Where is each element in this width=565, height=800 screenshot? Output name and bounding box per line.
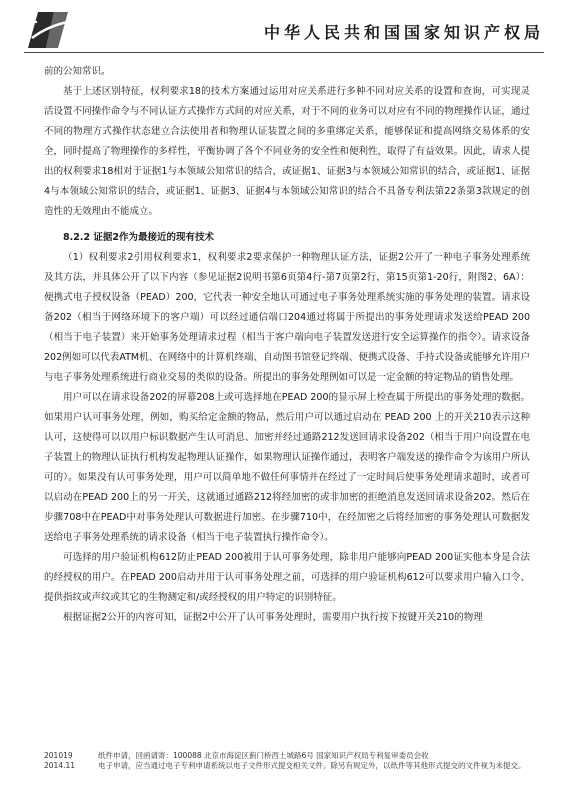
mailing-instruction: 纸件申请，回函请寄：100088 北京市海淀区蓟门桥西土城路6号 国家知识产权局专利复审委员会收 xyxy=(98,751,429,760)
paragraph: 可选择的用户验证机构612防止PEAD 200被用于认可事务处理，除非用户能够向PEAD 200证实他本身是合法的经授权的用户。在PEAD 200启动并用于认可事务处理之前，可选择的用户验证机构612可以要求用户输入口令、提供指纹或声纹或其它的生物测定和/或经授权的用户特定的识别特征。 xyxy=(44,552,530,603)
footer-row xyxy=(44,761,534,771)
form-date: 2014.11 xyxy=(44,761,76,770)
org-title: 中华人民共和国国家知识产权局 xyxy=(263,23,544,42)
paragraph: 用户可以在请求设备202的屏幕208上或可选择地在PEAD 200的显示屏上检查属于所提出的事务处理的数据。如果用户认可事务处理，例如，购买给定金额的物品，然后用户可以通过启动在 PEAD 200 上的开关210表示这种认可，这使得可以以用户标识数据产生认可消息、加密并经过通路212发送回请求设备202（相当于用户向设置在电子装置上的物理认证执行机构发起物理认证操作，如果物理认证操作通过，表明客户端发送的操作命令为该用户所认可的）。如果没有认可事务处理，用户可以简单地不做任何事情并在经过了一定时间后使事务处理请求超时，或者可以启动在PEAD 200上的另一开关，这就通过通路212将经加密的或非加密的拒绝消息发送回请求设备202。然后在步骤708中在PEAD中对事务处理认可数据进行加密。在步骤710中，在经加密之后将经加密的事务处理认可数据发送给电子事务处理系统的请求设备（相当于电子装置执行操作命令）。 xyxy=(44,392,530,543)
form-code: 201019 xyxy=(44,751,73,760)
header-divider xyxy=(24,52,544,53)
page-header xyxy=(24,8,544,52)
paragraph: （1）权利要求2引用权利要求1，权利要求2要求保护一种物理认证方法，证据2公开了一种电子事务处理系统及其方法，并具体公开了以下内容（参见证据2说明书第6页第4行-第7页第2行，第15页第1-20行，附图2、6A）：便携式电子授权设备（PEAD）200，它代表一种安全地认可通过电子事务处理系统实施的事务处理的装置。请求设备202（相当于网络环境下的客户端）可以经过通信端口204通过将属于所提出的事务处理请求发送给PEAD 200（相当于电子装置）来开始事务处理请求过程（相当于客户端向电子装置发送进行安全运算操作的指令）。请求设备202例如可以代表ATM机、在网络中的计算机终端、自动图书馆登记终端、便携式设备、手持式设备或能够允许用户与电子事务处理系统进行商业交易的类似的设备。所提出的事务处理例如可以是一定金额的特定物品的销售处理。 xyxy=(44,252,530,383)
paragraph: 基于上述区别特征，权利要求18的技术方案通过运用对应关系进行多种不同对应关系的设置和查询，可实现灵活设置不同操作命令与不同认证方式操作方式间的对应关系，对于不同的业务可以对应有不同的物理操作认证，通过不同的物理方式操作状态建立合法使用者和物理认证装置之间的多重绑定关系，能够保证和提高网络交易体系的安全，同时提高了物理操作的多样性，平衡协调了各个不同业务的安全性和便利性，取得了有益效果。因此，请求人提出的权利要求18相对于证据1与本领域公知常识的结合，或证据1、证据3与本领域公知常识的结合，或证据1、证据4与本领域公知常识的结合，或证据1、证据3、证据4与本领域公知常识的结合不具备专利法第22条第3款规定的创造性的无效理由不能成立。 xyxy=(44,86,530,217)
page-footer xyxy=(44,751,534,771)
paragraph: 根据证据2公开的内容可知，证据2中公开了认可事务处理时，需要用户执行按下按键开关210的物理 xyxy=(63,612,483,623)
section-heading: 8.2.2 证据2作为最接近的现有技术 xyxy=(63,232,214,243)
electronic-filing-instruction: 电子申请，应当通过电子专利申请系统以电子文件形式提交相关文件。除另有规定外，以纸件等其他形式提交的文件视为未提交。 xyxy=(98,761,526,770)
footer-row xyxy=(44,751,534,761)
cnipa-logo-icon xyxy=(24,8,70,52)
paragraph: 前的公知常识。 xyxy=(44,66,111,77)
document-body xyxy=(44,62,530,628)
